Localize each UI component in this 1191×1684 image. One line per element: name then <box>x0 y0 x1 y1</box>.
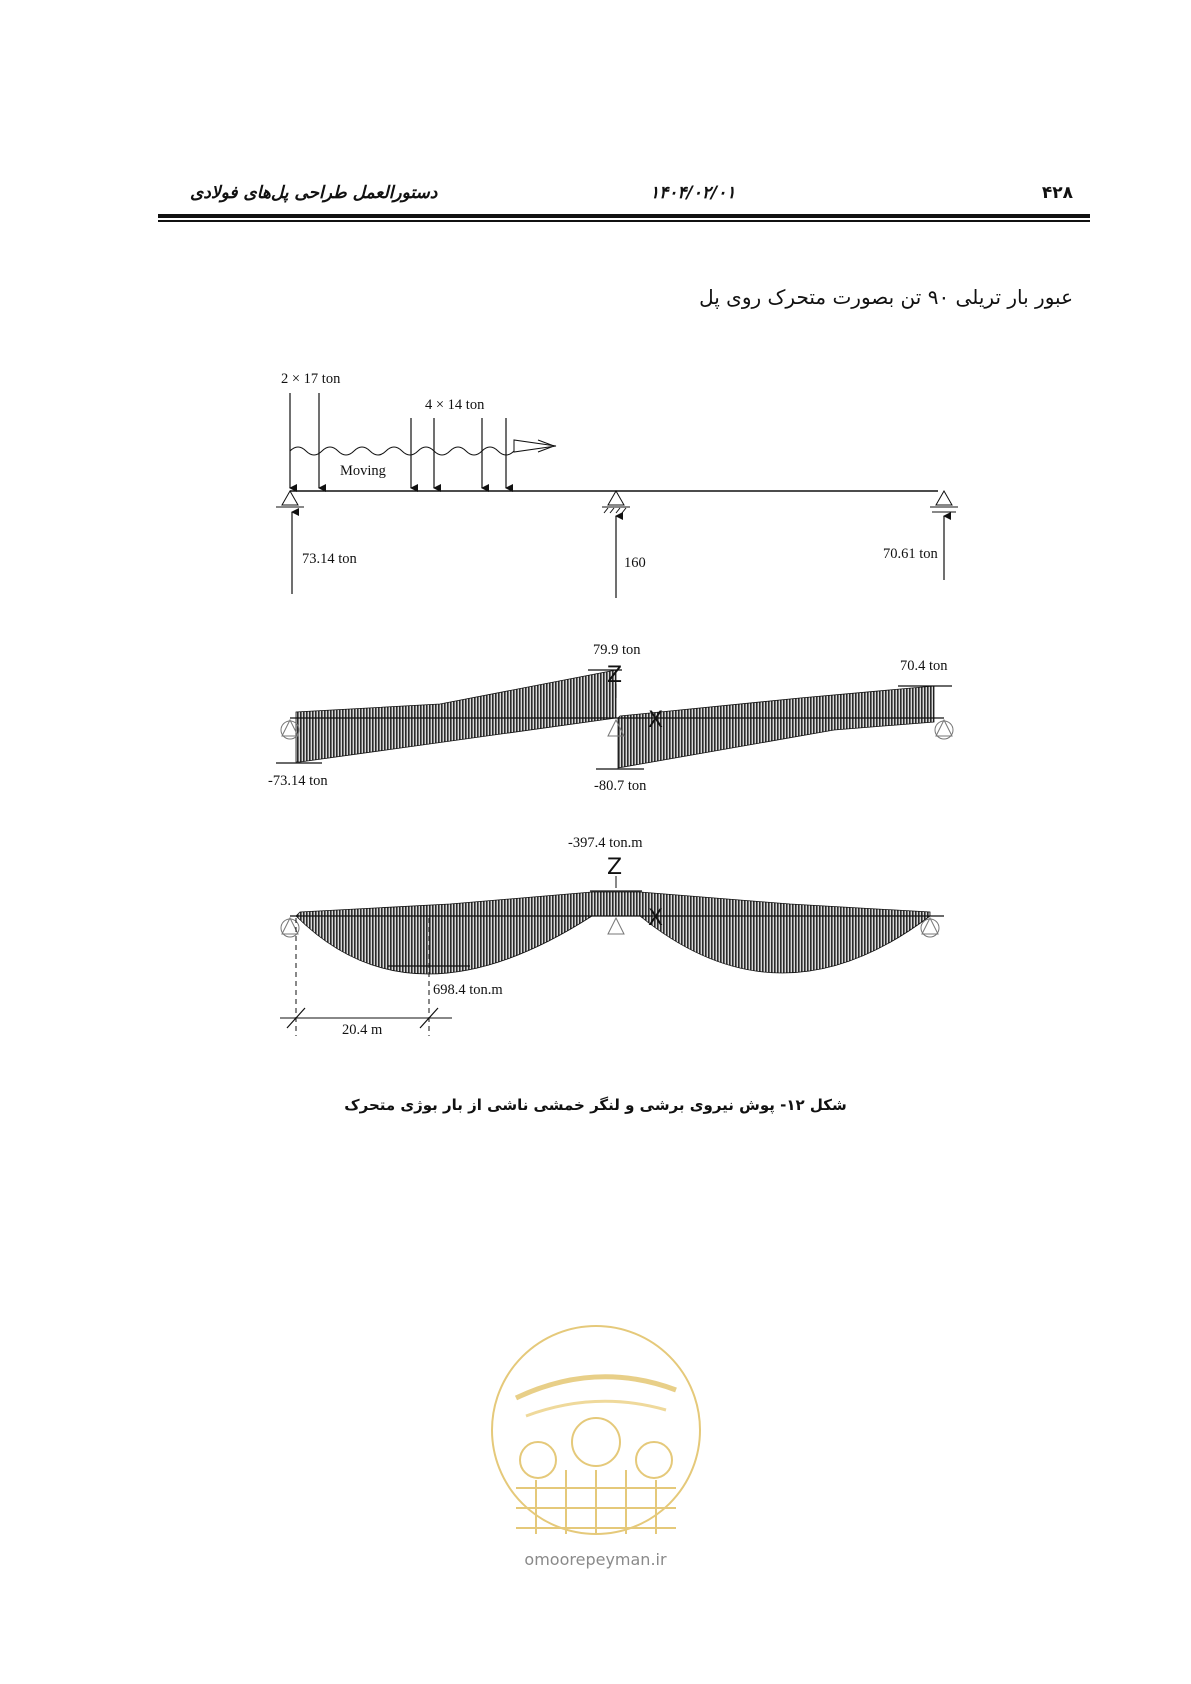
axis-z-label: Z <box>607 855 623 880</box>
page-number: ۴۲۸ <box>1041 183 1073 203</box>
loading-diagram <box>276 371 958 598</box>
moment-envelope <box>280 835 944 1038</box>
label-reaction-right: 70.61 ton <box>883 546 938 562</box>
intro-text: عبور بار تریلی ۹۰ تن بصورت متحرک روی پل <box>699 285 1073 309</box>
label-reaction-middle: 160 <box>624 555 646 571</box>
label-moment-span: 698.4 ton.m <box>433 982 503 998</box>
label-front-axles: 2 × 17 ton <box>281 371 341 387</box>
support-left <box>276 491 304 507</box>
moving-load-wave <box>290 447 514 455</box>
website-link[interactable]: omoorepeyman.ir <box>524 1550 667 1569</box>
label-moment-support: -397.4 ton.m <box>568 835 643 851</box>
moment-negative <box>296 892 930 916</box>
label-shear-peak-right: 70.4 ton <box>900 658 948 674</box>
label-reaction-left: 73.14 ton <box>302 551 357 567</box>
header-title: دستورالعمل طراحی پل‌های فولادی <box>190 183 438 203</box>
label-shear-min-mid: -80.7 ton <box>594 778 647 794</box>
direction-arrow-head <box>514 440 556 452</box>
header-date: ۱۴۰۴/۰۲/۰۱ <box>650 183 736 203</box>
shear-envelope <box>268 642 953 794</box>
label-rear-axles: 4 × 14 ton <box>425 397 485 413</box>
support-middle <box>602 491 630 513</box>
figure-caption: شکل ۱۲- پوش نیروی برشی و لنگر خمشی ناشی از بار بوژی متحرک <box>344 1096 847 1114</box>
shear-positive-span2 <box>618 686 934 718</box>
support-right <box>930 491 958 512</box>
shear-negative-span1 <box>296 718 616 762</box>
moment-positive-span2 <box>640 916 930 973</box>
watermark-logo <box>486 1320 706 1540</box>
label-dimension: 20.4 m <box>342 1022 383 1038</box>
axis-x-label: X <box>648 708 664 733</box>
axis-x-label: X <box>648 906 664 931</box>
moment-positive-span1 <box>296 916 592 974</box>
label-shear-min-left: -73.14 ton <box>268 773 328 789</box>
axis-z-label: Z <box>607 663 623 688</box>
shear-positive-span1 <box>296 670 616 718</box>
shear-negative-span2 <box>618 718 934 768</box>
label-moving: Moving <box>340 463 386 479</box>
label-shear-peak-mid: 79.9 ton <box>593 642 641 658</box>
